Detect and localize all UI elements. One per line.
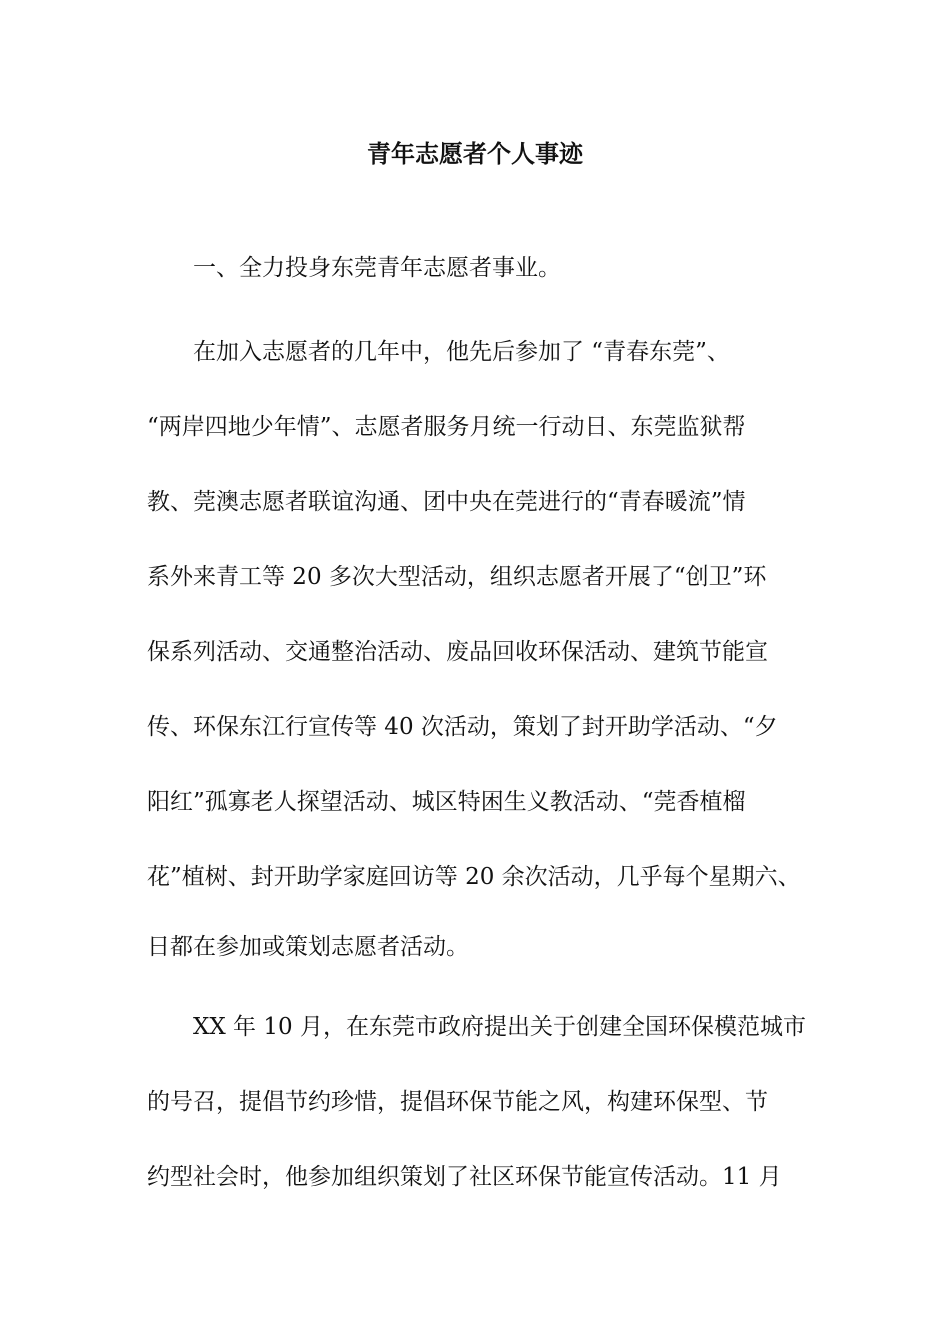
paragraph-line: XX 年 10 月，在东莞市政府提出关于创建全国环保模范城市 (147, 1014, 806, 1040)
paragraph-line: 的号召，提倡节约珍惜，提倡环保节能之风，构建环保型、节 (147, 1089, 768, 1115)
paragraph-line: 教、莞澳志愿者联谊沟通、团中央在莞进行的“青春暖流”情 (147, 489, 746, 515)
paragraph-line: 传、环保东江行宣传等 40 次活动，策划了封开助学活动、“夕 (147, 714, 778, 740)
paragraph-line: 系外来青工等 20 多次大型活动，组织志愿者开展了“创卫”环 (147, 564, 767, 590)
paragraph-line: 在加入志愿者的几年中，他先后参加了 “青春东莞”、 (147, 339, 730, 365)
document-title: 青年志愿者个人事迹 (367, 139, 583, 168)
section-heading: 一、全力投身东莞青年志愿者事业。 (147, 255, 561, 281)
paragraph-line: 花”植树、封开助学家庭回访等 20 余次活动，几乎每个星期六、 (147, 864, 801, 890)
paragraph-line: 日都在参加或策划志愿者活动。 (147, 934, 469, 960)
paragraph-line: 保系列活动、交通整治活动、废品回收环保活动、建筑节能宣 (147, 639, 768, 665)
paragraph-line: 约型社会时，他参加组织策划了社区环保节能宣传活动。11 月 (147, 1164, 782, 1190)
paragraph-line: 阳红”孤寡老人探望活动、城区特困生义教活动、“莞香植榴 (147, 789, 746, 815)
paragraph-line: “两岸四地少年情”、志愿者服务月统一行动日、东莞监狱帮 (147, 414, 746, 440)
